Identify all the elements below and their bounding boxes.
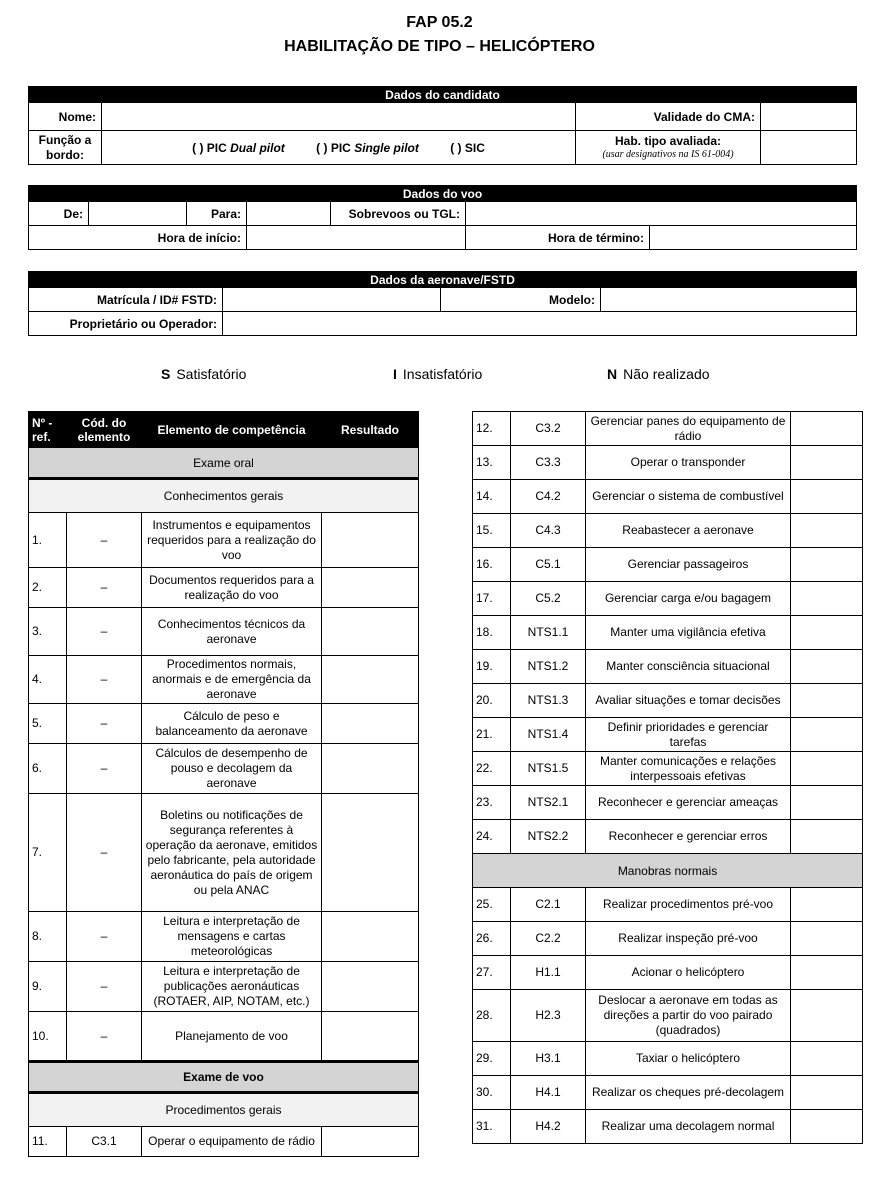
row-element: Gerenciar carga e/ou bagagem <box>586 582 791 616</box>
row-code: NTS2.1 <box>511 786 586 820</box>
row-code: – <box>67 962 142 1012</box>
row-code: – <box>67 704 142 744</box>
competency-table-right <box>472 411 863 1144</box>
flight-header: Dados do voo <box>29 186 857 202</box>
row-ref: 26. <box>473 922 511 956</box>
row-ref: 8. <box>29 912 67 962</box>
row-result-field[interactable] <box>322 744 419 794</box>
row-result-field[interactable] <box>322 794 419 912</box>
row-ref: 24. <box>473 820 511 854</box>
row-element: Operar o equipamento de rádio <box>142 1127 322 1157</box>
legend-satisfactory: S Satisfatório <box>161 366 247 382</box>
table-row <box>29 704 419 744</box>
row-result-field[interactable] <box>791 616 863 650</box>
row-ref: 27. <box>473 956 511 990</box>
option-pic-dual[interactable]: ( ) PIC Dual pilot <box>192 140 285 155</box>
row-element: Leitura e interpretação de publicações aeronáuticas (ROTAER, AIP, NOTAM, etc.) <box>142 962 322 1012</box>
row-ref: 19. <box>473 650 511 684</box>
row-element: Manter comunicações e relações interpessoais efetivas <box>586 752 791 786</box>
row-element: Documentos requeridos para a realização do voo <box>142 568 322 608</box>
row-result-field[interactable] <box>322 568 419 608</box>
row-code: H1.1 <box>511 956 586 990</box>
row-result-field[interactable] <box>322 912 419 962</box>
row-code: C3.1 <box>67 1127 142 1157</box>
owner-field[interactable] <box>223 312 857 336</box>
table-row <box>473 684 863 718</box>
row-result-field[interactable] <box>791 446 863 480</box>
table-row <box>29 1127 419 1157</box>
flight-table <box>28 185 857 250</box>
row-ref: 22. <box>473 752 511 786</box>
row-element: Reabastecer a aeronave <box>586 514 791 548</box>
row-ref: 14. <box>473 480 511 514</box>
table-row <box>473 650 863 684</box>
aircraft-header: Dados da aeronave/FSTD <box>29 272 857 288</box>
table-row <box>473 752 863 786</box>
row-result-field[interactable] <box>791 412 863 446</box>
row-result-field[interactable] <box>322 704 419 744</box>
row-code: NTS1.1 <box>511 616 586 650</box>
model-field[interactable] <box>601 288 857 312</box>
row-ref: 4. <box>29 656 67 704</box>
row-element: Gerenciar panes do equipamento de rádio <box>586 412 791 446</box>
to-field[interactable] <box>247 202 331 226</box>
table-row <box>29 608 419 656</box>
table-row <box>473 990 863 1042</box>
section-general-procedures: Procedimentos gerais <box>29 1093 419 1127</box>
end-time-field[interactable] <box>650 226 857 250</box>
table-row <box>473 514 863 548</box>
type-rating-field[interactable] <box>761 131 857 165</box>
row-element: Realizar os cheques pré-decolagem <box>586 1076 791 1110</box>
end-time-label: Hora de término: <box>466 226 650 250</box>
form-code: FAP 05.2 <box>406 14 473 31</box>
row-element: Reconhecer e gerenciar erros <box>586 820 791 854</box>
row-code: – <box>67 608 142 656</box>
aircraft-table <box>28 271 857 336</box>
row-code: NTS2.2 <box>511 820 586 854</box>
row-ref: 11. <box>29 1127 67 1157</box>
row-ref: 18. <box>473 616 511 650</box>
row-result-field[interactable] <box>791 650 863 684</box>
row-result-field[interactable] <box>322 608 419 656</box>
table-row <box>29 568 419 608</box>
overflight-label: Sobrevoos ou TGL: <box>331 202 466 226</box>
row-ref: 25. <box>473 888 511 922</box>
cma-field[interactable] <box>761 103 857 131</box>
row-element: Boletins ou notificações de segurança referentes à operação da aeronave, emitidos pelo fabricante, pela autoridade aeronáutica do país de origem ou pela ANAC <box>142 794 322 912</box>
section-general-knowledge: Conhecimentos gerais <box>29 479 419 513</box>
table-row <box>29 794 419 912</box>
row-code: C2.2 <box>511 922 586 956</box>
table-row <box>473 820 863 854</box>
row-code: – <box>67 744 142 794</box>
table-row <box>29 744 419 794</box>
function-label: Função a bordo: <box>29 131 102 165</box>
row-code: H4.2 <box>511 1110 586 1144</box>
start-time-label: Hora de início: <box>29 226 247 250</box>
table-row <box>473 718 863 752</box>
option-sic[interactable]: ( ) SIC <box>450 140 485 155</box>
row-ref: 2. <box>29 568 67 608</box>
row-code: C4.2 <box>511 480 586 514</box>
row-element: Leitura e interpretação de mensagens e cartas meteorológicas <box>142 912 322 962</box>
legend-not-performed: N Não realizado <box>607 366 710 382</box>
row-ref: 21. <box>473 718 511 752</box>
row-code: – <box>67 513 142 568</box>
row-ref: 15. <box>473 514 511 548</box>
row-code: – <box>67 656 142 704</box>
row-result-field[interactable] <box>791 752 863 786</box>
row-code: C2.1 <box>511 888 586 922</box>
table-row <box>473 616 863 650</box>
row-element: Procedimentos normais, anormais e de emergência da aeronave <box>142 656 322 704</box>
table-row <box>473 1042 863 1076</box>
type-rating-label: Hab. tipo avaliada: (usar designativos na IS 61-004) <box>576 131 761 165</box>
option-pic-single[interactable]: ( ) PIC Single pilot <box>316 140 419 155</box>
row-element: Acionar o helicóptero <box>586 956 791 990</box>
row-ref: 3. <box>29 608 67 656</box>
row-code: C4.3 <box>511 514 586 548</box>
registration-label: Matrícula / ID# FSTD: <box>29 288 223 312</box>
row-result-field[interactable] <box>791 480 863 514</box>
row-result-field[interactable] <box>791 718 863 752</box>
table-row <box>473 412 863 446</box>
row-element: Gerenciar o sistema de combustível <box>586 480 791 514</box>
overflight-field[interactable] <box>466 202 857 226</box>
owner-label: Proprietário ou Operador: <box>29 312 223 336</box>
row-ref: 12. <box>473 412 511 446</box>
row-element: Planejamento de voo <box>142 1012 322 1062</box>
from-label: De: <box>29 202 89 226</box>
row-result-field[interactable] <box>322 513 419 568</box>
table-row <box>29 962 419 1012</box>
row-code: C5.1 <box>511 548 586 582</box>
row-element: Realizar uma decolagem normal <box>586 1110 791 1144</box>
row-ref: 20. <box>473 684 511 718</box>
row-element: Manter uma vigilância efetiva <box>586 616 791 650</box>
row-element: Gerenciar passageiros <box>586 548 791 582</box>
row-code: NTS1.2 <box>511 650 586 684</box>
row-ref: 9. <box>29 962 67 1012</box>
row-element: Definir prioridades e gerenciar tarefas <box>586 718 791 752</box>
row-result-field[interactable] <box>791 990 863 1042</box>
row-ref: 5. <box>29 704 67 744</box>
table-row <box>473 922 863 956</box>
header-code: Cód. do elemento <box>67 412 142 448</box>
model-label: Modelo: <box>441 288 601 312</box>
row-code: – <box>67 912 142 962</box>
name-field[interactable] <box>102 103 576 131</box>
row-ref: 7. <box>29 794 67 912</box>
row-ref: 31. <box>473 1110 511 1144</box>
row-element: Operar o transponder <box>586 446 791 480</box>
row-result-field[interactable] <box>791 922 863 956</box>
start-time-field[interactable] <box>247 226 466 250</box>
row-result-field[interactable] <box>791 514 863 548</box>
row-code: C3.3 <box>511 446 586 480</box>
name-label: Nome: <box>29 103 102 131</box>
row-element: Conhecimentos técnicos da aeronave <box>142 608 322 656</box>
row-ref: 1. <box>29 513 67 568</box>
row-code: – <box>67 794 142 912</box>
row-element: Deslocar a aeronave em todas as direções a partir do voo pairado (quadrados) <box>586 990 791 1042</box>
row-result-field[interactable] <box>791 582 863 616</box>
table-row <box>29 1012 419 1062</box>
section-flight-exam: Exame de voo <box>29 1062 419 1093</box>
row-result-field[interactable] <box>322 656 419 704</box>
row-result-field[interactable] <box>322 1127 419 1157</box>
section-normal-maneuvers: Manobras normais <box>473 854 863 888</box>
cma-label: Validade do CMA: <box>576 103 761 131</box>
row-code: H4.1 <box>511 1076 586 1110</box>
from-field[interactable] <box>89 202 187 226</box>
row-element: Cálculo de peso e balanceamento da aeronave <box>142 704 322 744</box>
competency-table-left <box>28 411 419 1157</box>
table-row <box>473 956 863 990</box>
row-ref: 23. <box>473 786 511 820</box>
row-code: H3.1 <box>511 1042 586 1076</box>
row-ref: 29. <box>473 1042 511 1076</box>
table-row <box>473 548 863 582</box>
row-ref: 16. <box>473 548 511 582</box>
header-ref: Nº - ref. <box>29 412 67 448</box>
table-row <box>473 446 863 480</box>
row-ref: 30. <box>473 1076 511 1110</box>
registration-field[interactable] <box>223 288 441 312</box>
row-ref: 13. <box>473 446 511 480</box>
candidate-header: Dados do candidato <box>29 87 857 103</box>
table-row <box>473 786 863 820</box>
row-result-field[interactable] <box>791 1110 863 1144</box>
row-code: C3.2 <box>511 412 586 446</box>
row-code: C5.2 <box>511 582 586 616</box>
row-element: Realizar inspeção pré-voo <box>586 922 791 956</box>
row-ref: 10. <box>29 1012 67 1062</box>
row-code: H2.3 <box>511 990 586 1042</box>
row-result-field[interactable] <box>791 684 863 718</box>
row-code: NTS1.5 <box>511 752 586 786</box>
table-row <box>29 513 419 568</box>
header-result: Resultado <box>322 412 419 448</box>
row-ref: 17. <box>473 582 511 616</box>
table-row <box>473 582 863 616</box>
candidate-table <box>28 86 857 165</box>
row-element: Manter consciência situacional <box>586 650 791 684</box>
row-element: Taxiar o helicóptero <box>586 1042 791 1076</box>
row-element: Realizar procedimentos pré-voo <box>586 888 791 922</box>
table-row <box>473 1076 863 1110</box>
row-ref: 28. <box>473 990 511 1042</box>
row-result-field[interactable] <box>322 1012 419 1062</box>
to-label: Para: <box>187 202 247 226</box>
function-options[interactable] <box>102 131 576 165</box>
row-result-field[interactable] <box>791 956 863 990</box>
row-code: NTS1.3 <box>511 684 586 718</box>
table-row <box>29 912 419 962</box>
row-result-field[interactable] <box>791 786 863 820</box>
row-result-field[interactable] <box>322 962 419 1012</box>
row-code: – <box>67 568 142 608</box>
row-result-field[interactable] <box>791 1042 863 1076</box>
row-result-field[interactable] <box>791 820 863 854</box>
row-element: Instrumentos e equipamentos requeridos para a realização do voo <box>142 513 322 568</box>
row-element: Reconhecer e gerenciar ameaças <box>586 786 791 820</box>
row-ref: 6. <box>29 744 67 794</box>
row-result-field[interactable] <box>791 548 863 582</box>
table-row <box>473 1110 863 1144</box>
table-row <box>29 656 419 704</box>
form-title: HABILITAÇÃO DE TIPO – HELICÓPTERO <box>284 38 595 55</box>
row-code: – <box>67 1012 142 1062</box>
row-result-field[interactable] <box>791 888 863 922</box>
row-code: NTS1.4 <box>511 718 586 752</box>
table-row <box>473 480 863 514</box>
legend-unsatisfactory: I Insatisfatório <box>393 366 483 382</box>
row-result-field[interactable] <box>791 1076 863 1110</box>
table-row <box>473 888 863 922</box>
row-element: Avaliar situações e tomar decisões <box>586 684 791 718</box>
section-oral-exam: Exame oral <box>29 448 419 479</box>
header-element: Elemento de competência <box>142 412 322 448</box>
row-element: Cálculos de desempenho de pouso e decolagem da aeronave <box>142 744 322 794</box>
